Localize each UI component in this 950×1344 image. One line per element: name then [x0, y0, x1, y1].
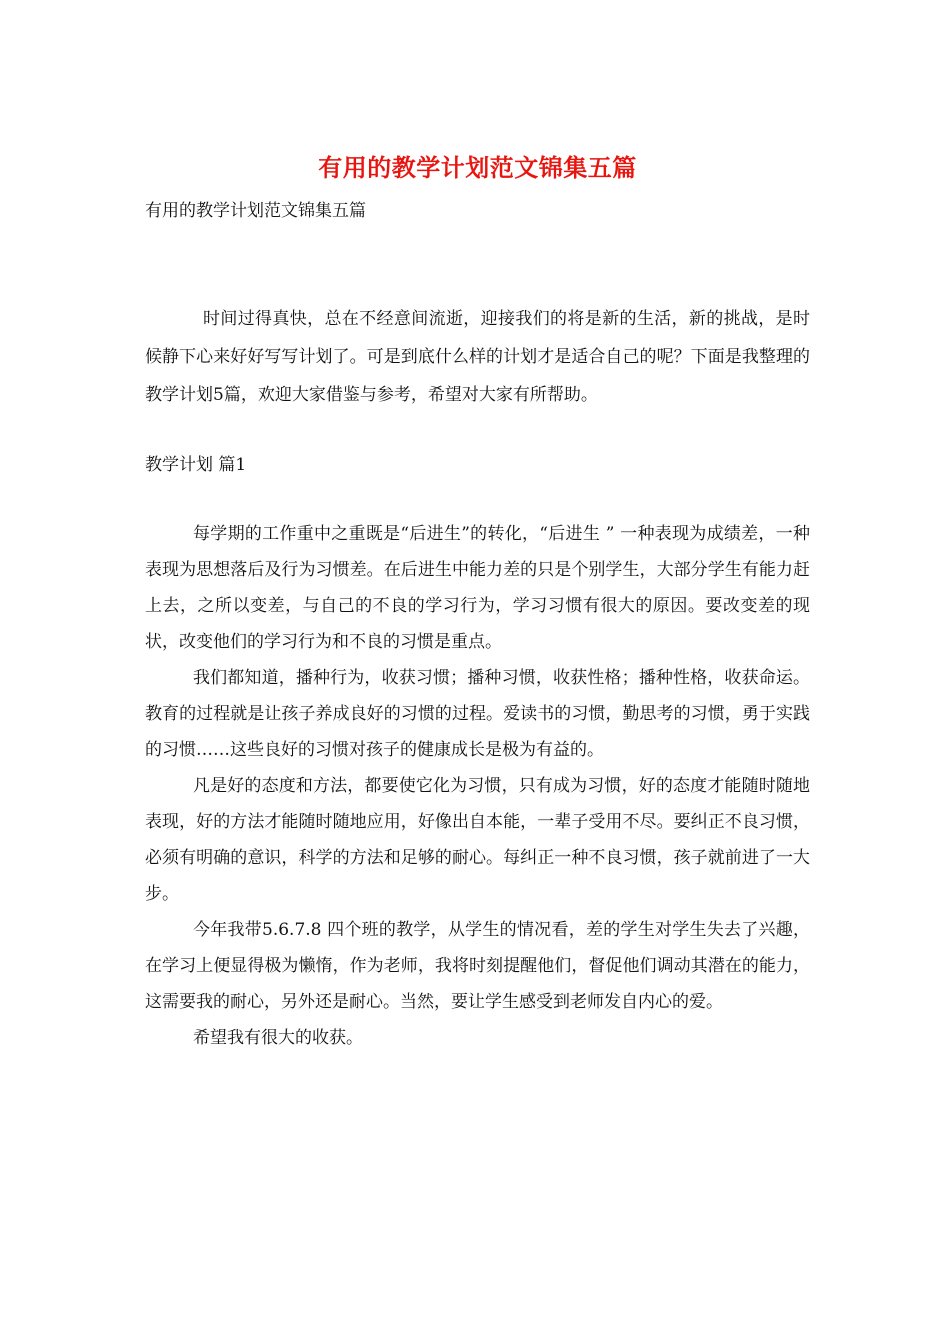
- body-paragraph: 凡是好的态度和方法，都要使它化为习惯，只有成为习惯，好的态度才能随时随地表现，好的方法才能随时随地应用，好像出自本能，一辈子受用不尽。要纠正不良习惯，必须有明确的意识，科学的方法和足够的耐心。每纠正一种不良习惯，孩子就前进了一大步。: [145, 776, 810, 904]
- body-paragraph: 我们都知道，播种行为，收获习惯；播种习惯，收获性格；播种性格，收获命运。 教育的过程就是让孩子养成良好的习惯的过程。爱读书的习惯，勤思考的习惯，勇于实践的习惯……这些良好的习惯对孩子的健康成长是极为有益的。: [145, 668, 810, 760]
- document-page: [145, 150, 810, 1056]
- body-paragraph: 每学期的工作重中之重既是“后进生”的转化，“后进生 ” 一种表现为成绩差，一种表现为思想落后及行为习惯差。在后进生中能力差的只是个别学生，大部分学生有能力赶上去，之所以变差，与自己的不良的学习行为，学习习惯有很大的原因。要改变差的现状，改变他们的学习行为和不良的习惯是重点。: [145, 524, 810, 652]
- intro-paragraph: 时间过得真快，总在不经意间流逝，迎接我们的将是新的生活，新的挑战，是时候静下心来好好写写计划了。可是到底什么样的计划才是适合自己的呢？下面是我整理的教学计划5篇，欢迎大家借鉴与参考，希望对大家有所帮助。: [145, 309, 810, 405]
- section-heading: 教学计划 篇1: [145, 455, 247, 475]
- body-paragraph: 希望我有很大的收获。: [193, 1028, 363, 1048]
- document-title: 有用的教学计划范文锦集五篇: [318, 153, 637, 182]
- document-subtitle: 有用的教学计划范文锦集五篇: [145, 201, 366, 221]
- body-paragraph: 今年我带5.6.7.8 四个班的教学，从学生的情况看，差的学生对学生失去了兴趣，在学习上便显得极为懒惰，作为老师，我将时刻提醒他们，督促他们调动其潜在的能力，这需要我的耐心，另外还是耐心。当然，要让学生感受到老师发自内心的爱。: [145, 920, 810, 1012]
- section-body: [145, 516, 810, 1056]
